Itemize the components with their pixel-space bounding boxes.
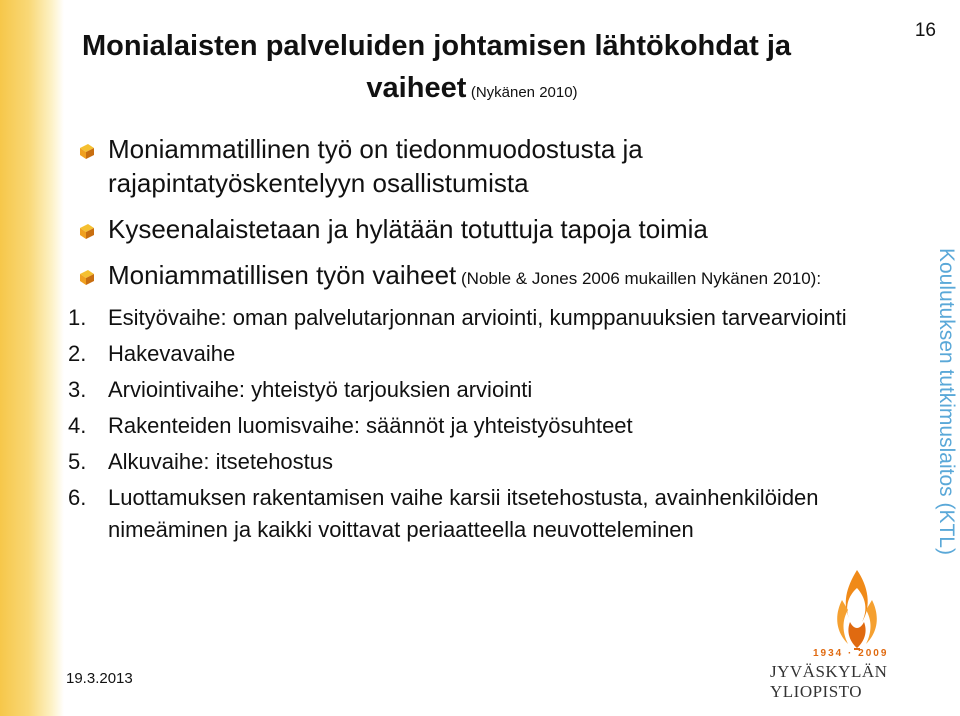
slide-date: 19.3.2013 (66, 670, 133, 687)
step-text: Arviointivaihe: yhteistyö tarjouksien arviointi (108, 377, 533, 402)
bullet-icon (78, 222, 96, 240)
slide-title-main: vaiheet (366, 72, 467, 104)
slide-content (68, 132, 850, 550)
step-text: Rakenteiden luomisvaihe: säännöt ja yhteistyösuhteet (108, 413, 633, 438)
page-number: 16 (914, 20, 936, 41)
step-number: 3. (68, 377, 87, 402)
step-item (68, 302, 850, 334)
step-item (68, 446, 850, 478)
step-item (68, 482, 828, 546)
step-number: 5. (68, 449, 87, 474)
slide-title-line-2 (0, 72, 960, 105)
bullet-text: Moniammatillinen työ on tiedonmuodostusta ja rajapintatyöskentelyyn osallistumista (108, 134, 643, 198)
step-number: 6. (68, 485, 87, 510)
bullet-item (80, 258, 850, 296)
bullet-icon (78, 142, 96, 160)
step-item (68, 374, 850, 406)
step-item (68, 410, 850, 442)
university-logo-name: JYVÄSKYLÄN YLIOPISTO (770, 662, 888, 701)
university-logo-years: 1934 · 2009 (813, 648, 889, 659)
bullet-item (80, 132, 850, 200)
step-text: Alkuvaihe: itsetehostus (108, 449, 334, 474)
step-text: Luottamuksen rakentamisen vaihe karsii itsetehostusta, avainhenkilöiden nimeäminen ja kaikki voittavat periaatteella neuvotteleminen (108, 485, 819, 542)
slide-title-line-1: Monialaisten palveluiden johtamisen lähtökohdat ja (82, 30, 792, 62)
bullet-text: Kyseenalaistetaan ja hylätään totuttuja tapoja toimia (108, 214, 708, 244)
step-text: Esityövaihe: oman palvelutarjonnan arviointi, kumppanuuksien tarvearviointi (108, 305, 847, 330)
step-number: 1. (68, 305, 87, 330)
bullet-text: Moniammatillisen työn vaiheet (108, 260, 457, 290)
institute-side-label: Koulutuksen tutkimuslaitos (KTL) (935, 248, 958, 555)
bullet-icon (78, 268, 96, 286)
decorative-left-bar (0, 0, 64, 716)
step-text: Hakevavaihe (108, 341, 236, 366)
step-number: 2. (68, 341, 87, 366)
step-item (68, 338, 850, 370)
slide-title-reference: (Nykänen 2010) (470, 84, 578, 101)
bullet-reference: (Noble & Jones 2006 mukaillen Nykänen 2010): (456, 269, 822, 288)
bullet-item (80, 212, 850, 246)
step-number: 4. (68, 413, 87, 438)
